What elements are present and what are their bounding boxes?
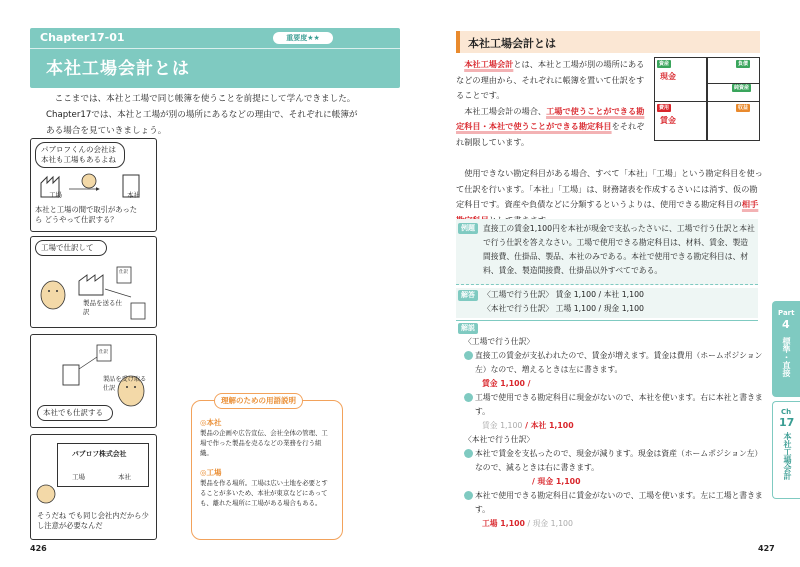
- revenue-label: 収益: [738, 105, 749, 111]
- manga-panel-4: [30, 434, 157, 540]
- revenue-cell: [707, 101, 760, 141]
- manga-panel-1: [30, 138, 157, 232]
- tab-part-label: Part: [778, 309, 795, 317]
- hq-label: 本社: [118, 473, 131, 481]
- body-text: 使用できない勘定科目がある場合、すべて「本社」「工場」という勘定科目を使って仕訳を行います。「本社」「工場」は、財務諸表を作成するさいには消す、仮の勘定科目です。資産や負債などに分類するというよりは、使用できる勘定科目の: [456, 168, 763, 210]
- manga-panel-2: [30, 236, 157, 328]
- intro-paragraph: ここまでは、本社と工場で同じ帳簿を使うことを前提にして学んできました。Chapter17では、本社と工場が別の場所にあるなどの理由で、それぞれに帳簿がある場合を見ていきましょう。: [46, 94, 358, 136]
- company-box: [57, 443, 149, 487]
- importance-badge: 重要度★★: [273, 32, 333, 44]
- body-text: をそれぞれ制限しています。: [456, 121, 645, 147]
- header-divider: [30, 48, 400, 49]
- answer-box: [456, 288, 758, 318]
- expense-label: 費用: [659, 105, 670, 111]
- bullet-icon: ◎: [200, 418, 207, 427]
- entry-new: 工場 1,100: [482, 519, 525, 528]
- liability-cell: [707, 57, 760, 85]
- hq-heading: 〈本社で行う仕訳〉: [464, 435, 535, 444]
- term-label: 工場: [206, 468, 222, 477]
- part-tab[interactable]: [772, 301, 800, 397]
- speech-bubble: 本社でも仕訳する: [37, 405, 113, 421]
- answer-label: 解答: [458, 290, 478, 301]
- body-paragraph-1: [456, 57, 648, 151]
- tab-part-number: 4: [782, 318, 790, 331]
- section-title: 本社工場会計とは: [468, 37, 556, 50]
- t-account-diagram: [654, 57, 759, 142]
- key-phrase: 工場で使うことができる勘定科目・本社で使うことができる勘定科目: [456, 105, 645, 132]
- handwritten-note: 製品を受け取る仕訳: [103, 376, 147, 392]
- step-number-icon: 1: [464, 449, 473, 458]
- wage-value: 賃金: [660, 116, 676, 125]
- glossary-title: 理解のための用語説明: [214, 393, 303, 409]
- body-text: とは、本社と工場が別の場所にあるなどの理由から、それぞれに帳簿を置いて仕訳をすることです。: [456, 59, 645, 101]
- entry-prev: 賃金 1,100: [482, 421, 523, 430]
- example-box: [456, 219, 758, 285]
- term-description: 製品を作る場所。工場は広い土地を必要とすることが多いため、本社が東京などにあっても、離れた場所に工場がある場合もある。: [200, 479, 328, 507]
- step-text: 直接工の賃金が支払われたので、賃金が増えます。賃金は費用（ホームポジション左）なので、増えるときは左に書きます。: [475, 351, 763, 374]
- chapter-tab[interactable]: [772, 401, 800, 499]
- liability-label: 負債: [738, 61, 749, 67]
- step-text: 本社で賃金を支払ったので、現金が減ります。現金は資産（ホームポジション左）なので、減るときは右に書きます。: [475, 449, 763, 472]
- journal-entry: [482, 419, 574, 433]
- asset-label: 資産: [659, 61, 670, 67]
- chapter-number: Chapter17-01: [40, 31, 125, 44]
- factory-label: 工場: [72, 473, 85, 481]
- document-label: 仕訳: [99, 350, 108, 355]
- panel-caption: 本社と工場の間で取引があったら どうやって仕訳する？: [35, 205, 138, 224]
- tab-ch-text: 本社工場会計: [783, 432, 792, 480]
- answer-text: [483, 288, 755, 316]
- term-label: 本社: [206, 418, 222, 427]
- bullet-icon: ◎: [200, 468, 207, 477]
- cash-value: 現金: [660, 72, 676, 81]
- glossary-box: [191, 396, 343, 540]
- body-text: 本社工場会計の場合、: [464, 105, 547, 116]
- step-number-icon: 1: [464, 351, 473, 360]
- example-text: 直接工の賃金1,100円を本社が現金で支払ったさいに、工場で行う仕訳と本社で行う仕訳を答えなさい。工場で使用できる勘定科目は、材料、賃金、製造間接費、仕掛品、製品、本社のみである。本社で使用できる勘定科目は、材料、賃金、製造間接費、仕掛品以外すべてである。: [483, 224, 755, 275]
- equity-label: 純資産: [734, 85, 750, 91]
- explain-step-h2: [461, 489, 767, 517]
- key-term: 相手: [741, 199, 759, 210]
- page-number-left: 426: [30, 544, 47, 553]
- journal-entry: / 現金 1,100: [532, 477, 581, 486]
- explain-step-f2: [461, 391, 767, 419]
- factory-label: 工場: [49, 191, 62, 199]
- chapter-header: [30, 28, 400, 88]
- page-title: 本社工場会計とは: [46, 59, 190, 79]
- tab-ch-label: Ch: [781, 408, 792, 416]
- page-number-right: 427: [758, 544, 775, 553]
- step-number-icon: 2: [464, 393, 473, 402]
- explanation-section: [456, 320, 763, 537]
- explanation-label: 解説: [458, 323, 478, 334]
- explain-step-h1: [461, 447, 767, 475]
- step-text: 工場で使用できる勘定科目に現金がないので、本社を使います。右に本社と書きます。: [475, 393, 763, 416]
- manga-panel-3: [30, 334, 157, 428]
- panel-caption: そうだね でも同じ会社内だから少し注意が必要なんだ: [37, 511, 149, 530]
- glossary-entry-factory: [200, 467, 334, 508]
- glossary-entry-hq: [200, 417, 334, 458]
- section-title-bar: [456, 31, 760, 53]
- step-text: 本社で使用できる勘定科目に賃金がないので、工場を使います。左に工場と書きます。: [475, 491, 763, 514]
- step-number-icon: 2: [464, 491, 473, 500]
- explain-step-f1: [461, 349, 767, 377]
- handwritten-note: 製品を送る仕訳: [83, 299, 122, 316]
- tab-part-text: 標準・直接: [782, 337, 791, 377]
- character-face-icon: [35, 483, 57, 505]
- journal-entry: 賃金 1,100 /: [482, 379, 531, 388]
- entry-prev: / 現金 1,100: [524, 519, 573, 528]
- term-description: 製品の企画や広告宣伝、会社全体の管理、工場で作った製品を売るなどの業務を行う組織。: [200, 429, 328, 457]
- example-label: 例題: [458, 223, 478, 234]
- tab-ch-number: 17: [779, 416, 795, 429]
- entry-new: / 本社 1,100: [522, 421, 574, 430]
- company-name: パブロフ株式会社: [72, 450, 127, 458]
- factory-heading: 〈工場で行う仕訳〉: [464, 337, 535, 346]
- answer-line-factory: 〈工場で行う仕訳〉 賃金 1,100 / 本社 1,100: [483, 290, 645, 299]
- speech-bubble: 工場で仕訳して: [35, 240, 107, 256]
- key-term: 本社工場会計: [464, 59, 514, 69]
- document-label: 仕訳: [119, 270, 128, 275]
- answer-line-hq: 〈本社で行う仕訳〉 工場 1,100 / 現金 1,100: [483, 304, 645, 313]
- hq-label: 本社: [127, 191, 140, 199]
- speech-bubble: パブロフくんの会社は本社も工場もあるよね: [35, 142, 125, 168]
- journal-entry: [482, 517, 573, 531]
- side-index-tabs: [772, 301, 800, 501]
